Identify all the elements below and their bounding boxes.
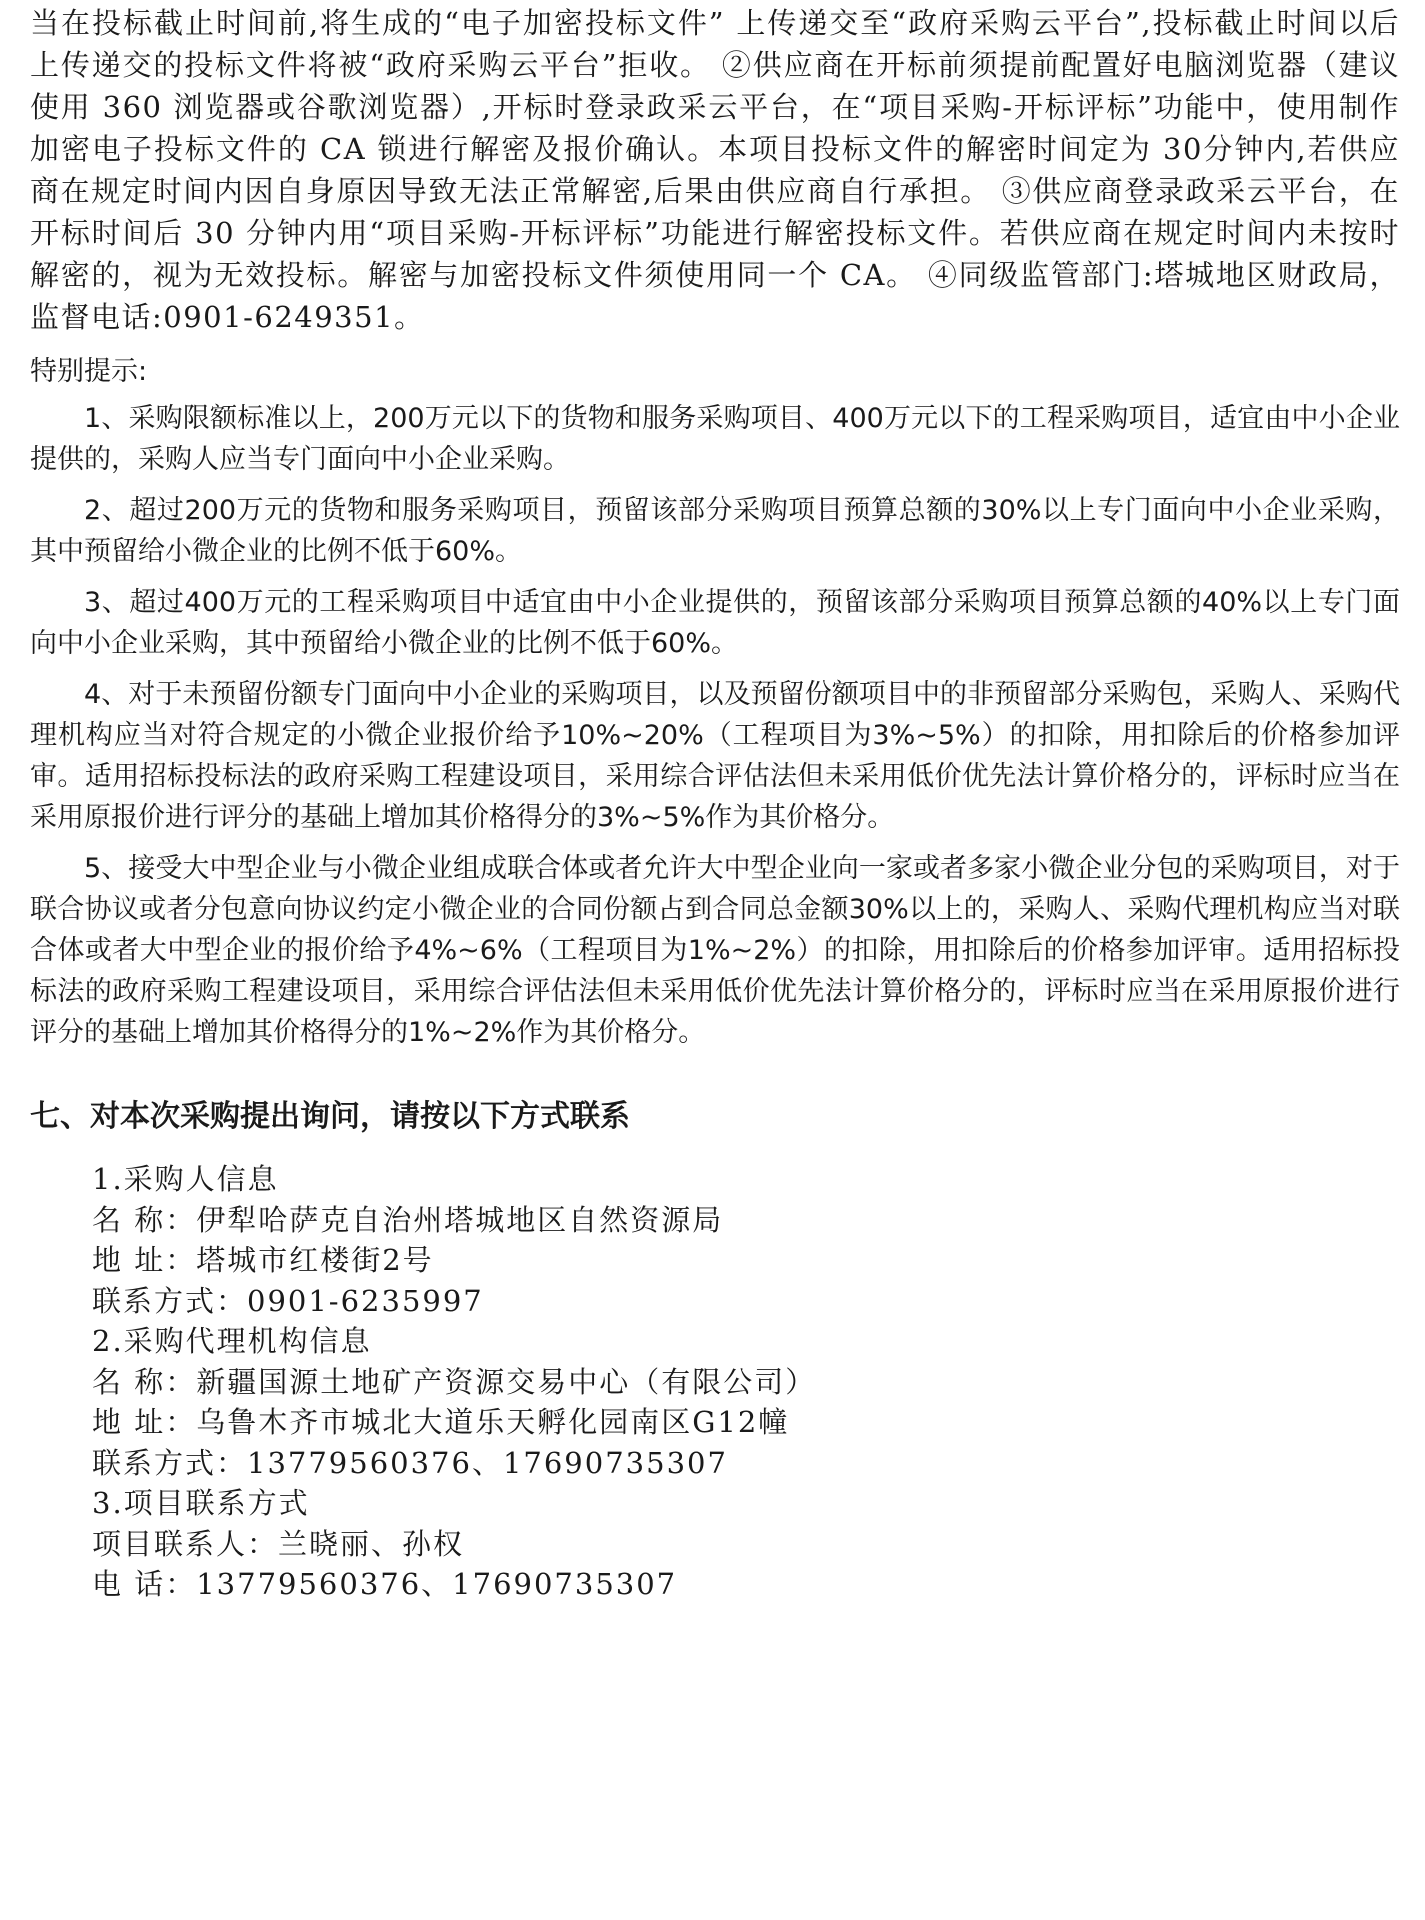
purchaser-phone: 联系方式：0901-6235997	[92, 1283, 484, 1318]
project-phone: 电 话：13779560376、17690735307	[92, 1567, 678, 1601]
intro-paragraph: 当在投标截止时间前,将生成的“电子加密投标文件” 上传递交至“政府采购云平台”,投标截止时间以后上传递交的投标文件将被“政府采购云平台”拒收。 ②供应商在开标前须提前配置好电脑浏览器（建议使用 360 浏览器或谷歌浏览器）,开标时登录政采云平台，在“项目采购-开标评标”功能中，使用制作加密电子投标文件的 CA 锁进行解密及报价确认。本项目投标文件的解密时间定为 30分钟内,若供应商在规定时间内因自身原因导致无法正常解密,后果由供应商自行承担。 ③供应商登录政采云平台，在开标时间后 30 分钟内用“项目采购-开标评标”功能进行解密投标文件。若供应商在规定时间内未按时解密的，视为无效投标。解密与加密投标文件须使用同一个 CA。 ④同级监管部门:塔城地区财政局，监督电话:0901-6249351。	[30, 6, 1400, 334]
purchaser-name: 名 称：伊犁哈萨克自治州塔城地区自然资源局	[92, 1202, 724, 1237]
purchaser-address: 地 址：塔城市红楼街2号	[92, 1243, 434, 1277]
project-contact-person: 项目联系人：兰晓丽、孙权	[92, 1526, 465, 1561]
notice-item-1: 1、采购限额标准以上，200万元以下的货物和服务采购项目、400万元以下的工程采购项目，适宜由中小企业提供的，采购人应当专门面向中小企业采购。	[30, 403, 1400, 475]
agency-phone: 联系方式：13779560376、17690735307	[92, 1445, 728, 1480]
agency-title: 2.采购代理机构信息	[92, 1324, 372, 1358]
notice-item-4: 4、对于未预留份额专门面向中小企业的采购项目，以及预留份额项目中的非预留部分采购包，采购人、采购代理机构应当对符合规定的小微企业报价给予10%~20%（工程项目为3%~5%）的扣除，用扣除后的价格参加评审。适用招标投标法的政府采购工程建设项目，采用综合评估法但未采用低价优先法计算价格分的，评标时应当在采用原报价进行评分的基础上增加其价格得分的3%~5%作为其价格分。	[30, 679, 1400, 833]
document-page	[30, 0, 1400, 1605]
agency-name: 名 称：新疆国源土地矿产资源交易中心（有限公司）	[92, 1364, 817, 1399]
agency-address: 地 址：乌鲁木齐市城北大道乐天孵化园南区G12幢	[92, 1405, 790, 1439]
special-notice-title: 特别提示:	[30, 356, 148, 387]
contact-info	[30, 1159, 1400, 1605]
notice-item-3: 3、超过400万元的工程采购项目中适宜由中小企业提供的，预留该部分采购项目预算总额的40%以上专门面向中小企业采购，其中预留给小微企业的比例不低于60%。	[30, 587, 1400, 659]
purchaser-title: 1.采购人信息	[92, 1162, 279, 1196]
section-seven-heading: 七、对本次采购提出询问，请按以下方式联系	[30, 1099, 630, 1134]
notice-item-5: 5、接受大中型企业与小微企业组成联合体或者允许大中型企业向一家或者多家小微企业分包的采购项目，对于联合协议或者分包意向协议约定小微企业的合同份额占到合同总金额30%以上的，采购人、采购代理机构应当对联合体或者大中型企业的报价给予4%~6%（工程项目为1%~2%）的扣除，用扣除后的价格参加评审。适用招标投标法的政府采购工程建设项目，采用综合评估法但未采用低价优先法计算价格分的，评标时应当在采用原报价进行评分的基础上增加其价格得分的1%~2%作为其价格分。	[30, 853, 1400, 1048]
project-contact-title: 3.项目联系方式	[92, 1486, 310, 1520]
special-notice	[30, 352, 1400, 1053]
notice-item-2: 2、超过200万元的货物和服务采购项目，预留该部分采购项目预算总额的30%以上专门面向中小企业采购，其中预留给小微企业的比例不低于60%。	[30, 495, 1400, 567]
